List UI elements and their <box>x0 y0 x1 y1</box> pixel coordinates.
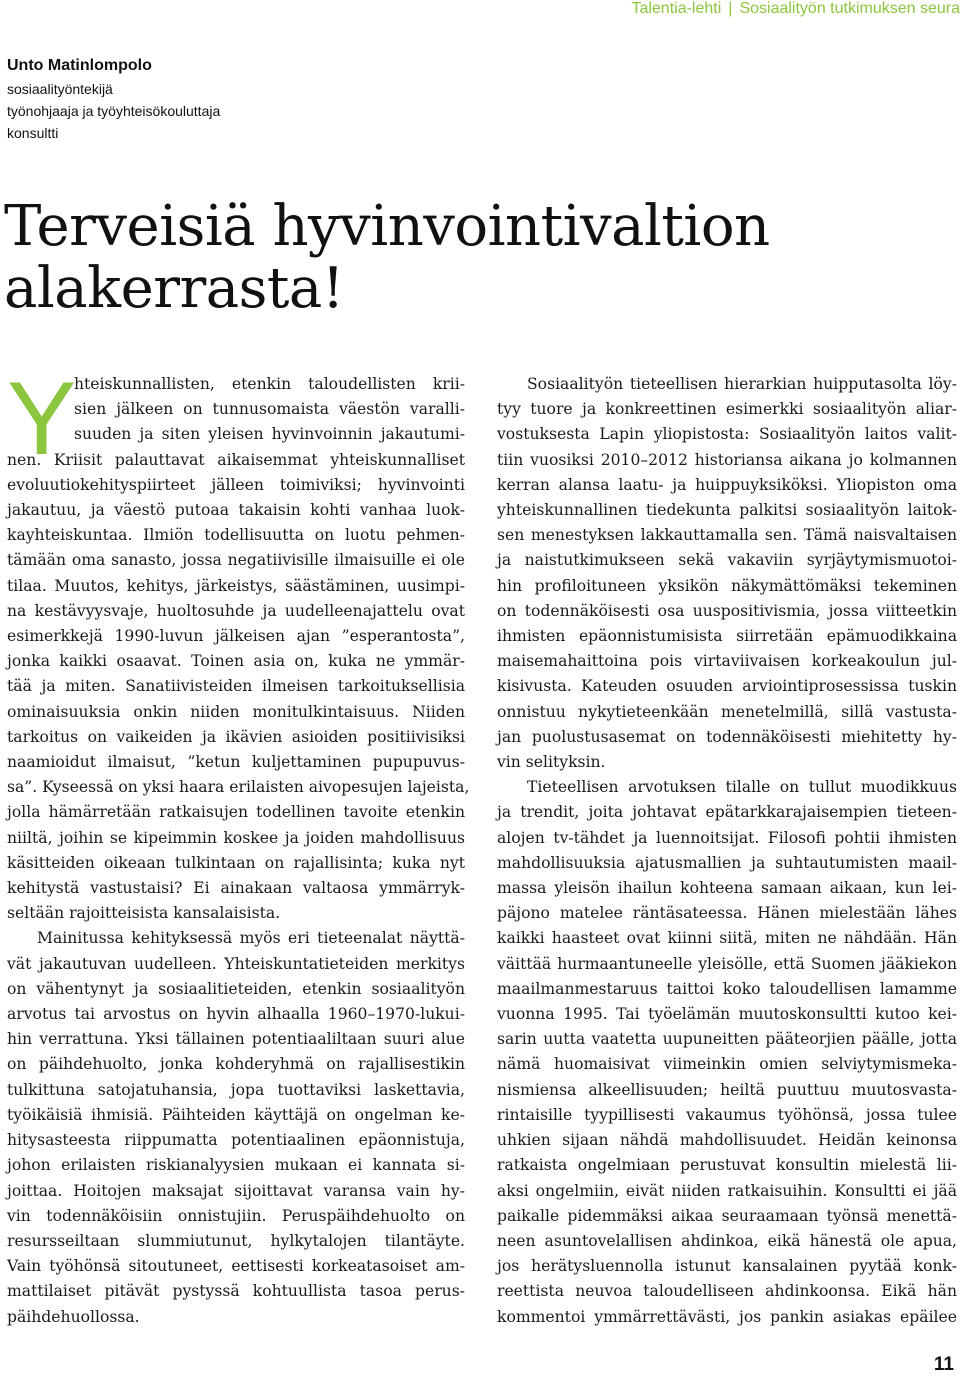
text-line: päihdehuollossa. <box>7 1307 140 1326</box>
text-line: sa”. Kyseessä on yksi haara erilaisten aivopesujen lajeista, <box>7 778 470 797</box>
running-header <box>631 0 960 18</box>
text-line: mahdollisuuksia ajatusmallien ja suhtautumisten maail- <box>497 853 957 872</box>
author-role: konsultti <box>7 125 59 141</box>
text-line: kehitystä vastustaisi? Ei ainakaan valtaosa ymmärryk- <box>7 879 465 898</box>
text-line: jakautuu, ja väestö putoaa takaisin kohti vanhaa luok- <box>7 501 465 520</box>
text-line: jos herätysluennolla istunut kansalainen pyytää konk- <box>497 1257 957 1276</box>
text-line: päjono matelee räntäsateessa. Hänen mielestään lähes <box>497 904 957 923</box>
text-line: nismiensa alkeellisuuden; heiltä puuttuu muutosvasta- <box>497 1080 957 1099</box>
text-line: reettista neuvoa taloudelliseen ahdinkoonsa. Eikä hän <box>497 1282 957 1301</box>
text-line: aksi ongelmiin, eivät niiden ratkaisuihin. Konsultti ei jää <box>497 1181 957 1200</box>
page-number: 11 <box>933 1354 954 1375</box>
text-line: nämä huomaisivat viimeinkin omien selviytymismeka- <box>497 1055 957 1074</box>
text-line: jan puolustusasemat on todennäköisesti miehitetty hy- <box>497 727 957 746</box>
text-line: työikäisiä ihmisiä. Päihteiden käyttäjä on ongelman ke- <box>7 1105 465 1124</box>
author-block <box>7 54 220 144</box>
article-title-line: alakerrasta! <box>4 256 344 321</box>
text-line: jonka kaikki osaavat. Toinen asia on, kuka ne ymmär- <box>7 652 465 671</box>
text-line: nen. Kriisit palauttavat aikaisemmat yhteiskunnalliset <box>7 450 465 469</box>
text-line: vin selityksin. <box>497 753 606 772</box>
text-line: seltään rajoitteisista kansalaisista. <box>7 904 281 923</box>
text-line: ratkaista ongelmiaan perustuvat konsultin mielestä lii- <box>497 1156 957 1175</box>
author-role: sosiaalityöntekijä <box>7 81 113 97</box>
text-line: tämään oma sanasto, jossa negatiivisille ilmaisuille ei ole <box>7 551 465 570</box>
text-line: vin todennäköisiin onnistujiin. Peruspäihdehuolto on <box>7 1206 465 1225</box>
text-line: sien jälkeen on tunnusomaista väestön varalli- <box>74 400 465 419</box>
text-line: resursseiltaan slummiutunut, hylkytalojen tilantäyte. <box>7 1231 465 1250</box>
text-line: rintaisille tyypillisesti vakaumus työhönsä, jossa tulee <box>497 1105 957 1124</box>
text-line: kaikki haasteet ovat kiinni siitä, miten ne nähdään. Hän <box>497 929 957 948</box>
text-line: tarkoitus on vaikeiden ja ikävien asioiden positiivisiksi <box>7 727 465 746</box>
text-line: sen menestyksen lakkauttamalla sen. Tämä naisvaltaisen <box>497 526 957 545</box>
text-line: on päihdehuolto, jonka kohderyhmä on rajallisestikin <box>7 1055 465 1074</box>
text-line: tyy tuore ja konkreettinen esimerkki sosiaalityön aliar- <box>497 400 957 419</box>
text-line: maisemahaittoina pois virtaviivaisen korkeakoulun jul- <box>497 652 957 671</box>
author-name: Unto Matinlompolo <box>7 57 152 74</box>
text-line: arvotus tai arvostus on hyvin alhaalla 1960–1970-lukui- <box>7 1005 465 1024</box>
society-name: Sosiaalityön tutkimuksen seura <box>739 0 960 17</box>
text-line: tiin vuosiksi 2010–2012 historiansa aikana jo kolmannen <box>497 450 957 469</box>
left-column <box>7 361 470 1330</box>
drop-cap: Y <box>7 361 77 477</box>
text-line: vuonna 1995. Tai työelämän muutoskonsultti kutoo kei- <box>497 1005 957 1024</box>
text-line: na kestävyysvaje, huoltosuhde ja uudelleenajattelu ovat <box>7 601 465 620</box>
text-line: Sosiaalityön tieteellisen hierarkian huipputasolta löy- <box>527 375 957 393</box>
text-line: neen asuntovelallisen ahdinkoa, eikä hänestä ole apua, <box>497 1231 957 1250</box>
journal-name: Talentia-lehti <box>631 0 722 17</box>
text-line: sarin uutta vaatetta uupuneitten pääteorjien päälle, jotta <box>497 1030 957 1049</box>
text-line: yhteiskunnallinen tiedekunta palkitsi sosiaalityön laitok- <box>497 501 957 520</box>
text-line: esimerkkejä 1990-luvun jälkeisen ajan ”esperantosta”, <box>7 627 465 646</box>
text-line: mattilaiset pitävät pystyssä kohtuullista tasoa perus- <box>7 1282 465 1301</box>
text-line: naamioidut ilmaisut, ”ketun kuljettaminen pupupuvus- <box>7 753 465 772</box>
text-line: jolla hämärretään ratkaisujen todellinen tavoite etenkin <box>7 803 465 822</box>
text-line: ja trendit, joita johtavat epätarkkarajaisempien tieteen- <box>497 803 957 822</box>
text-line: johon erilaisten riskianalyysien mukaan ei kannata si- <box>7 1156 465 1175</box>
text-line: uhkien sijaan nähdä mahdollisuudet. Heidän keinonsa <box>497 1131 957 1150</box>
right-column <box>497 372 957 1330</box>
article-title-line: Terveisiä hyvinvointivaltion <box>4 194 770 259</box>
text-line: kayhteiskuntaa. Ilmiön todellisuutta on luotu pehmen- <box>7 526 465 545</box>
text-line: hin verrattuna. Yksi tällainen potentiaaliltaan suuri alue <box>7 1030 465 1049</box>
text-line: kisivusta. Kateuden osuuden arviointiprosessissa tuskin <box>497 677 957 696</box>
text-line: evoluutiokehityspiirteet jälleen toimiviksi; hyvinvointi <box>7 475 465 494</box>
text-line: Vain työhönsä sitoutuneet, eettisesti korkeatasoiset am- <box>7 1257 465 1276</box>
text-line: suuden ja siten yleisen hyvinvoinnin jakautumi- <box>74 425 465 444</box>
article-title <box>4 196 904 320</box>
text-line: Tieteellisen arvotuksen tilalle on tullut muodikkuus <box>527 778 957 797</box>
text-line: ja naistutkimukseen sekä vakaviin syrjäytymismuotoi- <box>497 551 957 570</box>
text-line: hitysasteesta riippumatta potentiaalinen epäonnistuja, <box>7 1131 465 1150</box>
author-role: työnohjaaja ja työyhteisökouluttaja <box>7 103 221 119</box>
text-line: väittää hurmaantuneelle yleisölle, että Suomen jääkiekon <box>497 954 957 973</box>
header-separator: | <box>728 0 733 17</box>
text-line: Mainitussa kehityksessä myös eri tieteenalat näyttä- <box>37 929 465 948</box>
text-line: alojen tv-tähdet ja luennoitsijat. Filosofi pohtii ihmisten <box>497 828 957 847</box>
text-line: maailmanmestaruus taittoi koko taloudellisen lamamme <box>497 979 957 998</box>
text-line: tilaa. Muutos, kehitys, järkeistys, säästäminen, uusimpi- <box>7 576 465 595</box>
text-line: kommentoi ymmärrettävästi, jos pankin asiakas epäilee <box>497 1307 957 1326</box>
text-line: onnistuu nykytieteenkään menetelmillä, sillä vastusta- <box>497 702 957 721</box>
text-line: on todennäköisesti osa uuspositivismia, jossa viitteetkin <box>497 601 957 620</box>
text-line: tää ja miten. Sanatiivisteiden ilmeisen tarkoituksellisia <box>7 677 465 696</box>
text-line: massa yleisön ihailun kohteena samaan aikaan, kun lei- <box>497 879 957 898</box>
text-line: niiltä, joihin se kipeimmin koskee ja joiden mahdollisuus <box>7 828 465 847</box>
text-line: vät jakautuvan uudelleen. Yhteiskuntatieteiden merkitys <box>7 954 465 973</box>
text-line: joittaa. Hoitojen maksajat sijoittavat varansa vain hy- <box>7 1181 465 1200</box>
text-line: ominaisuuksia onkin niiden monitulkintaisuus. Niiden <box>7 702 465 721</box>
text-line: hin profiloituneen yksikön näkymättömäksi tekeminen <box>497 576 957 595</box>
text-line: kerran alansa laatu- ja huippuyksiköksi. Yliopiston oma <box>497 475 957 494</box>
text-line: paikalle pidemmäksi aikaa seuraamaan työnsä menettä- <box>497 1206 957 1225</box>
text-line: hteiskunnallisten, etenkin taloudellisten krii- <box>74 375 465 393</box>
text-line: vostuksesta Lapin yliopistosta: Sosiaalityön laitos valit- <box>497 425 957 444</box>
text-line: on vähentynyt ja sosiaalitieteiden, etenkin sosiaalityön <box>7 979 465 998</box>
text-line: ihmisten epäonnistumisista siirretään epämuodikkaina <box>497 627 957 646</box>
text-line: käsitteiden oikeaan tulkintaan on rajallisinta; kuka nyt <box>7 853 465 872</box>
text-line: tulkittuna satojatuhansia, jopa tuottaviksi laskettavia, <box>7 1080 465 1099</box>
